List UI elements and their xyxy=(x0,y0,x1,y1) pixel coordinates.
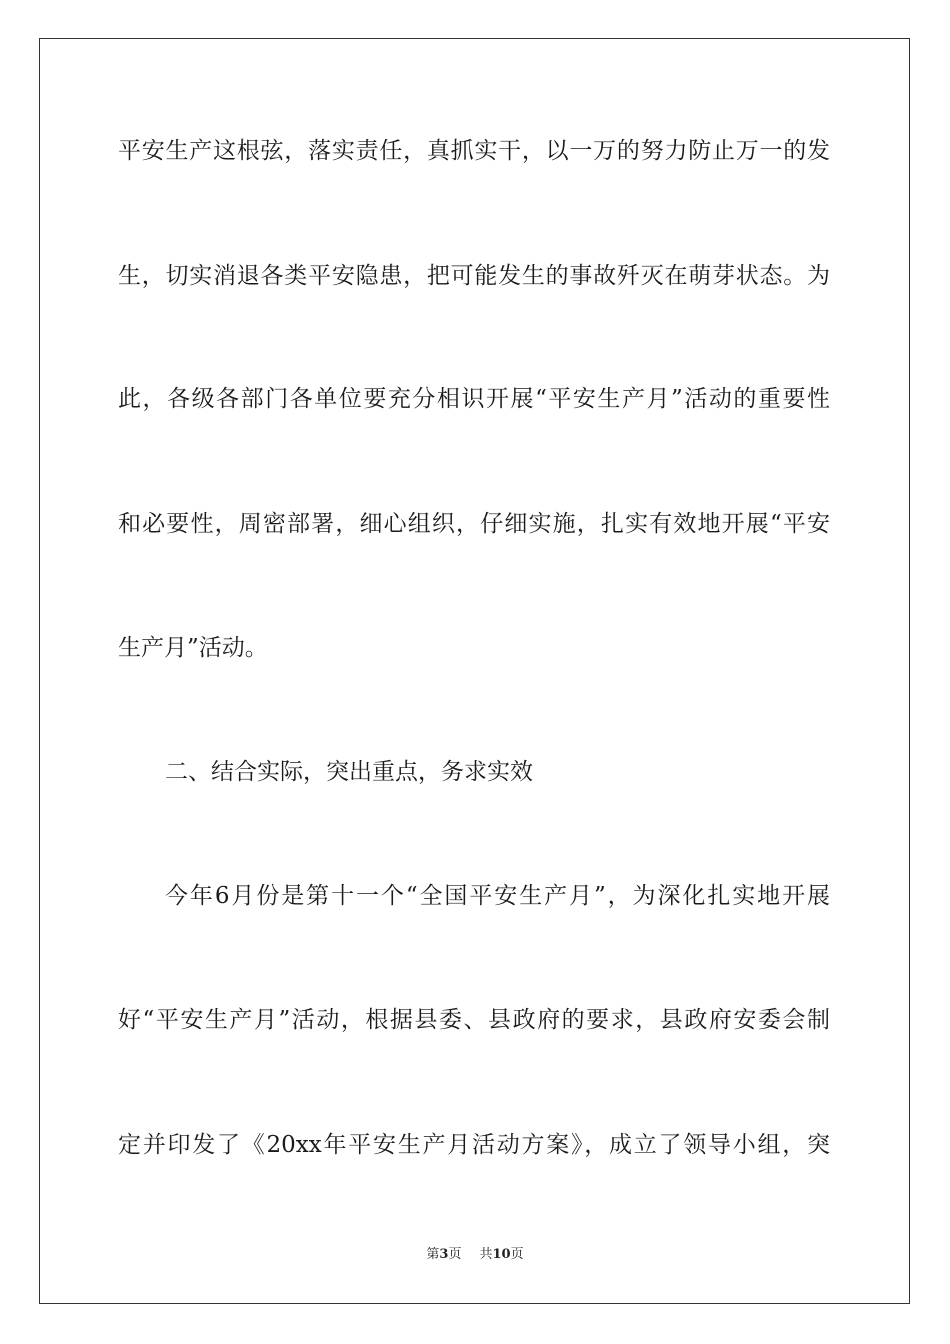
body-line-7: 好“平安生产月”活动，根据县委、县政府的要求，县政府安委会制 xyxy=(118,1007,830,1033)
body-line-2: 生，切实消退各类平安隐患，把可能发生的事故歼灭在萌芽状态。为 xyxy=(118,263,830,289)
footer-page-suffix: 页 xyxy=(448,1247,462,1262)
body-line-6: 今年6月份是第十一个“全国平安生产月”，为深化扎实地开展 xyxy=(165,883,830,909)
body-line-8: 定并印发了《20xx年平安生产月活动方案》，成立了领导小组，突 xyxy=(118,1132,830,1158)
body-line-4: 和必要性，周密部署，细心组织，仔细实施，扎实有效地开展“平安 xyxy=(118,511,830,537)
footer-page-prefix: 第 xyxy=(426,1247,440,1262)
body-line-5: 生产月”活动。 xyxy=(118,635,268,661)
body-line-3: 此，各级各部门各单位要充分相识开展“平安生产月”活动的重要性 xyxy=(118,386,830,412)
footer-total-suffix: 页 xyxy=(510,1247,524,1262)
page-border xyxy=(39,38,910,1304)
section-heading: 二、结合实际，突出重点，务求实效 xyxy=(165,759,533,785)
footer-total-number: 10 xyxy=(492,1247,511,1262)
body-line-1: 平安生产这根弦，落实责任，真抓实干，以一万的努力防止万一的发 xyxy=(118,138,830,164)
footer-total-prefix: 共 xyxy=(479,1247,493,1262)
page-footer xyxy=(0,1246,950,1264)
footer-page-number: 3 xyxy=(439,1247,449,1262)
